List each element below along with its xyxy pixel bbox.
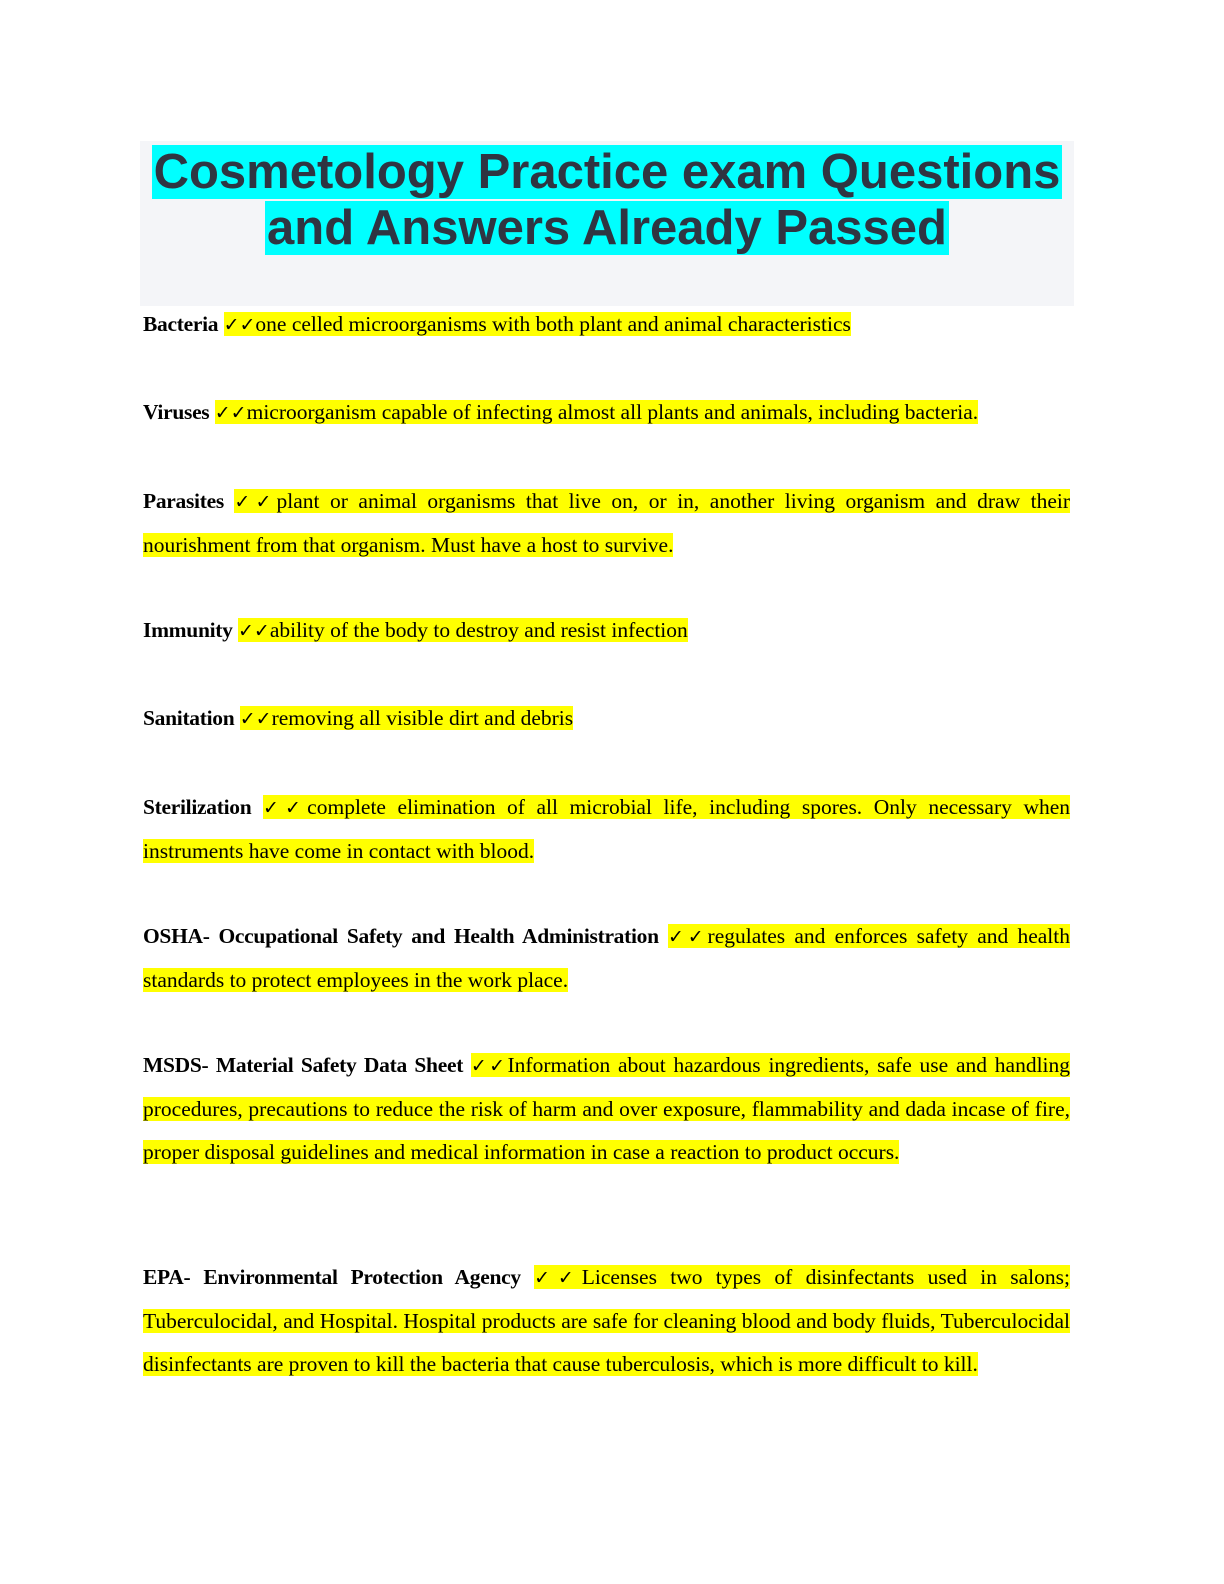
entry-definition: ✓✓microorganism capable of infecting almost all plants and animals, including bacteria. bbox=[214, 400, 979, 424]
entry-definition: ✓✓ability of the body to destroy and resist infection bbox=[237, 618, 688, 642]
document-title-line-2: and Answers Already Passed bbox=[267, 201, 947, 255]
entry-definition: ✓✓plant or animal organisms that live on, or in, another living organism and draw their nourishment from that organism. Must have a host to survive. bbox=[143, 489, 1071, 557]
entry-immunity bbox=[143, 609, 1070, 653]
entry-definition: ✓✓complete elimination of all microbial life, including spores. Only necessary when instruments have come in contact with blood. bbox=[143, 795, 1071, 863]
entry-definition: ✓✓one celled microorganisms with both plant and animal characteristics bbox=[223, 312, 851, 336]
double-check-icon: ✓✓ bbox=[239, 708, 272, 730]
double-check-icon: ✓✓ bbox=[668, 926, 708, 948]
entry-definition: ✓✓Licenses two types of disinfectants used in salons; Tuberculocidal, and Hospital. Hospital products are safe for cleaning blood and body fluids, Tuberculocidal disinfectants are proven to kill the bacteria that cause tuberculosis, which is more difficult to kill. bbox=[143, 1265, 1070, 1376]
entry-sterilization bbox=[143, 786, 1070, 873]
double-check-icon: ✓✓ bbox=[470, 1055, 508, 1077]
double-check-icon: ✓✓ bbox=[214, 402, 247, 424]
double-check-icon: ✓✓ bbox=[237, 620, 270, 642]
entry-epa bbox=[143, 1256, 1070, 1386]
entry-term: OSHA- Occupational Safety and Health Administration bbox=[143, 924, 659, 948]
entry-bacteria bbox=[143, 303, 1070, 347]
double-check-icon: ✓✓ bbox=[223, 314, 256, 336]
entry-term: MSDS- Material Safety Data Sheet bbox=[143, 1053, 464, 1077]
title-block bbox=[140, 141, 1074, 306]
entry-definition: ✓✓Information about hazardous ingredients, safe use and handling procedures, precautions to reduce the risk of harm and over exposure, flammability and dada incase of fire, proper disposal guidelines and medical information in case a reaction to product occurs. bbox=[143, 1053, 1071, 1164]
document-title-line-1: Cosmetology Practice exam Questions bbox=[153, 145, 1061, 199]
double-check-icon: ✓✓ bbox=[262, 797, 308, 819]
entry-parasites bbox=[143, 480, 1070, 567]
entry-term: Immunity bbox=[143, 618, 233, 642]
entry-definition: ✓✓removing all visible dirt and debris bbox=[239, 706, 574, 730]
entry-sanitation bbox=[143, 697, 1070, 741]
entry-term: Bacteria bbox=[143, 312, 219, 336]
entry-term: Sterilization bbox=[143, 795, 252, 819]
double-check-icon: ✓✓ bbox=[534, 1267, 582, 1289]
entry-definition: ✓✓regulates and enforces safety and health standards to protect employees in the work place. bbox=[143, 924, 1070, 992]
entry-msds bbox=[143, 1044, 1070, 1174]
double-check-icon: ✓✓ bbox=[234, 491, 277, 513]
entry-osha bbox=[143, 915, 1070, 1002]
entry-viruses bbox=[143, 391, 1070, 435]
entry-term: Viruses bbox=[143, 400, 210, 424]
entry-term: EPA- Environmental Protection Agency bbox=[143, 1265, 521, 1289]
entry-term: Sanitation bbox=[143, 706, 235, 730]
entry-term: Parasites bbox=[143, 489, 224, 513]
